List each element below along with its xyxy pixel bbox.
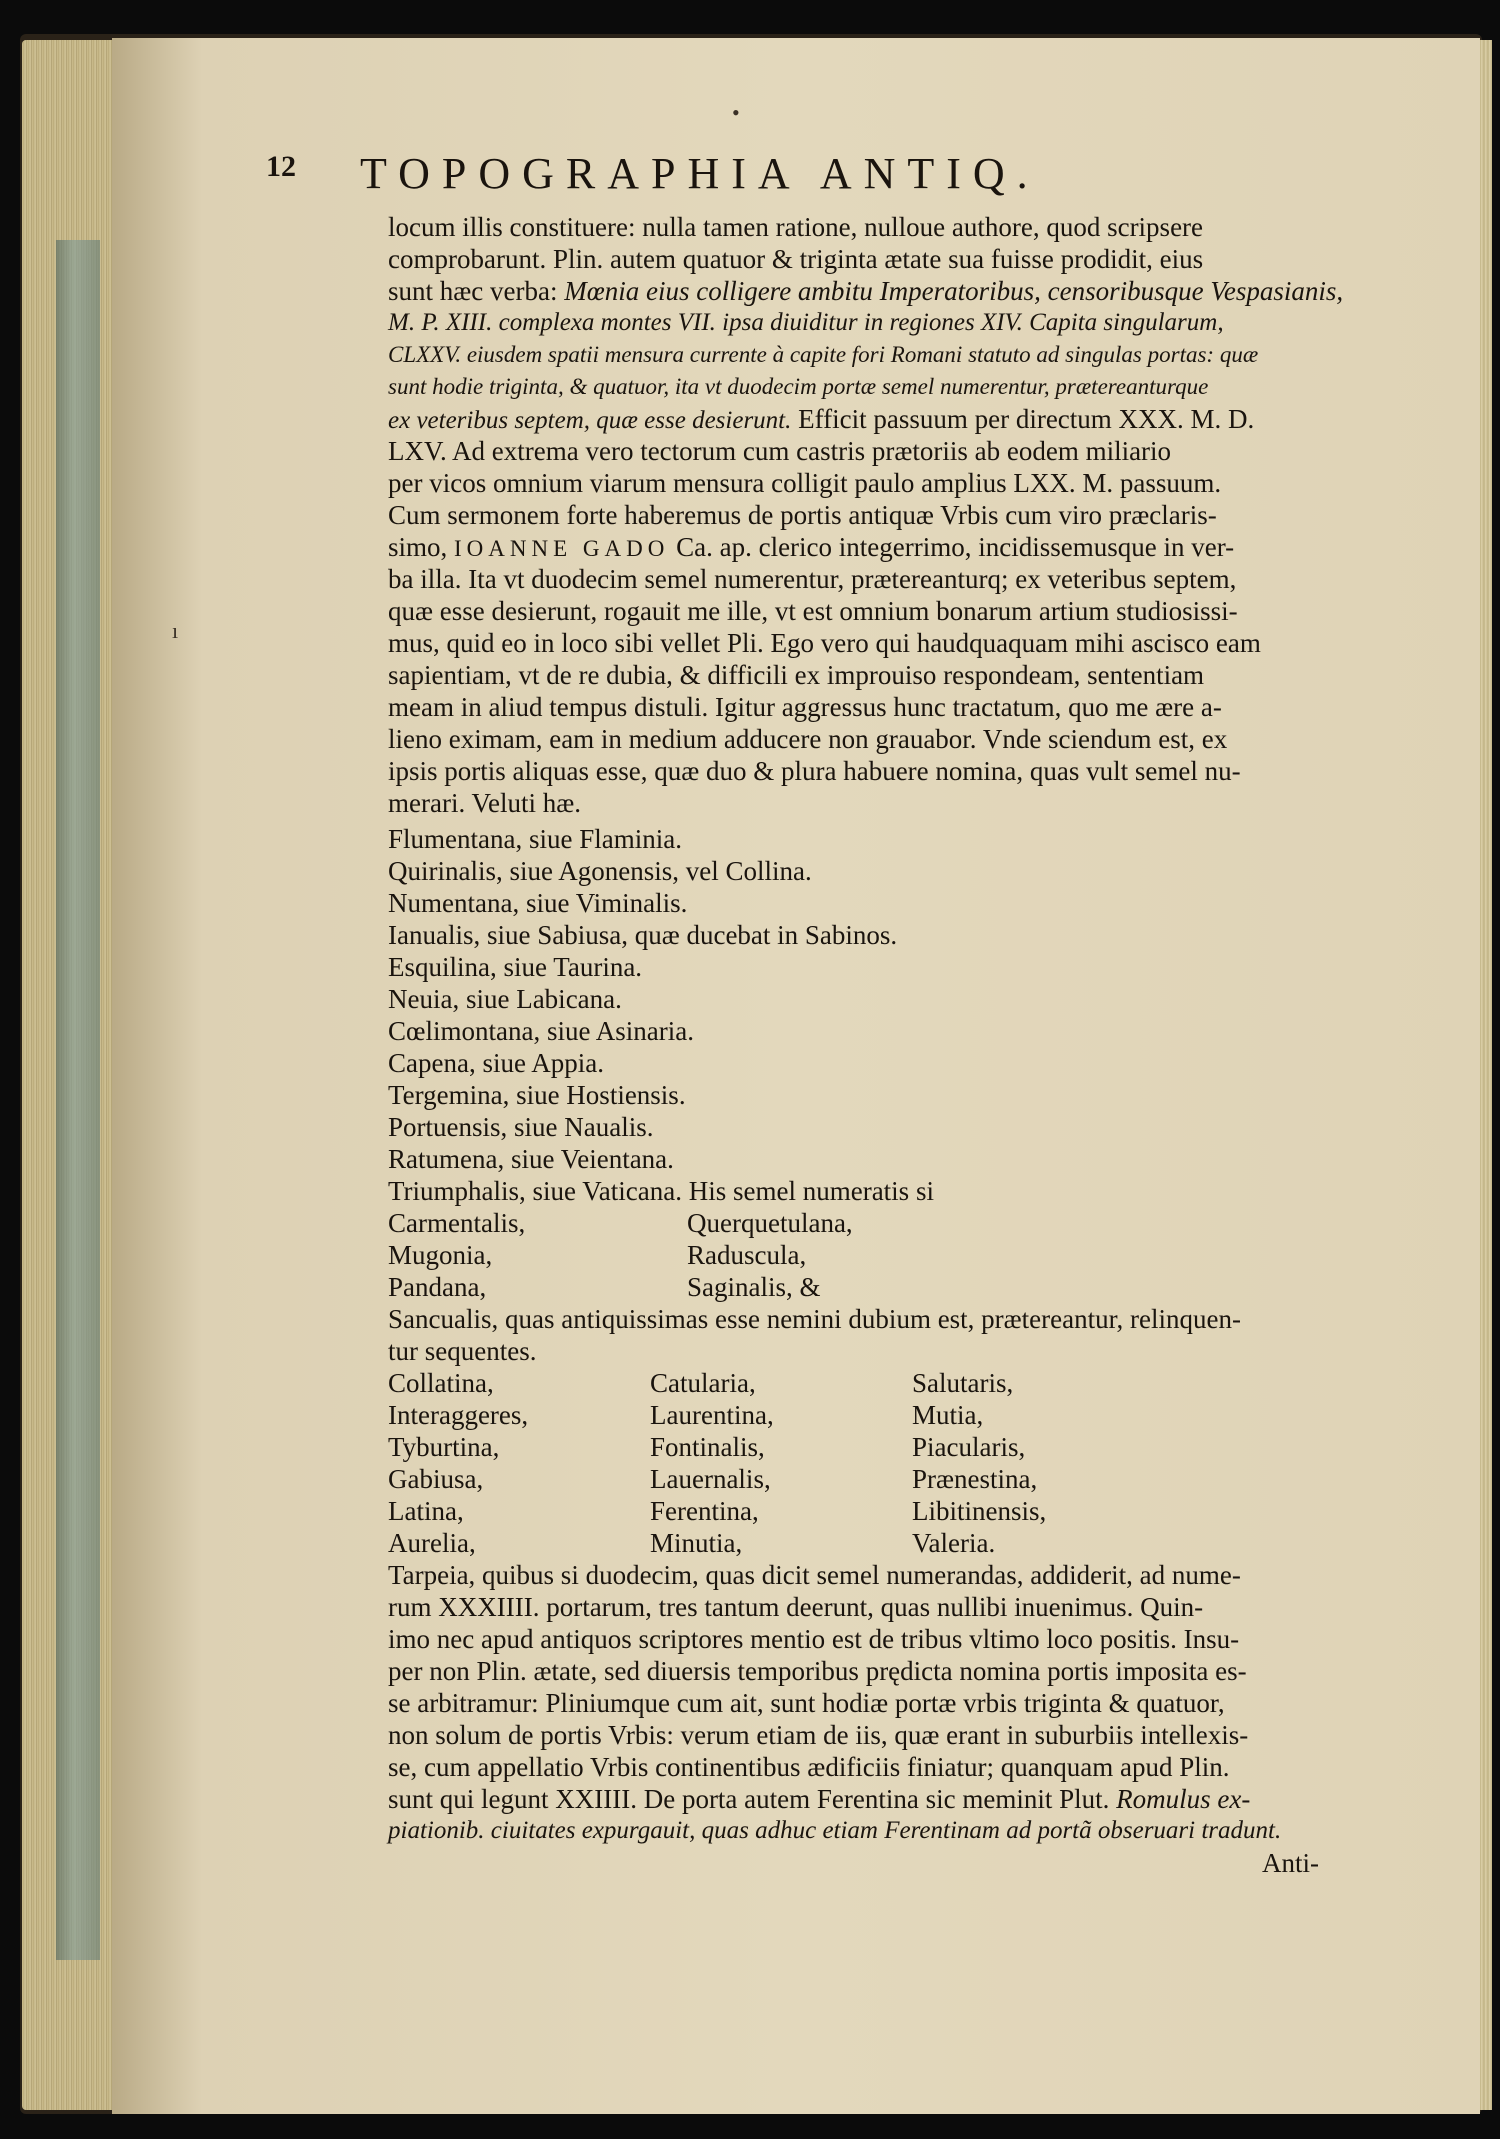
text-line: mus, quid eo in loco sibi vellet Pli. Ego vero qui haudquaquam mihi ascisco eam (388, 628, 1261, 658)
page-number: 12 (266, 150, 296, 183)
gate-list-item: Numentana, siue Viminalis. (388, 888, 688, 918)
text-fragment: sunt hæc verba: (388, 276, 558, 306)
gate-col2: Laurentina, (650, 1400, 774, 1430)
gate-col2: Ferentina, (650, 1496, 759, 1526)
book-page (112, 38, 1480, 2114)
gate-col2: Minutia, (650, 1528, 743, 1558)
gate-col1: Interaggeres, (388, 1400, 529, 1430)
page-header (266, 148, 1266, 208)
gate-list-item: Ianualis, siue Sabiusa, quæ ducebat in Sabinos. (388, 920, 898, 950)
text-fragment: Triumphalis, siue Vaticana. (388, 1176, 682, 1206)
gate-col2: Fontinalis, (650, 1432, 765, 1462)
text-line: comprobarunt. Plin. autem quatuor & triginta ætate sua fuisse prodidit, eius (388, 244, 1204, 274)
catchword: Anti- (1262, 1848, 1319, 1878)
gate-col3: Piacularis, (912, 1432, 1026, 1462)
gate-list-item: Portuensis, siue Naualis. (388, 1112, 654, 1142)
text-fragment: Ca. ap. clerico integerrimo, incidissemusque in ver- (676, 532, 1235, 562)
gate-col3: Salutaris, (912, 1368, 1014, 1398)
text-line: Sancualis, quas antiquissimas esse nemini dubium est, prætereantur, relinquen- (388, 1304, 1241, 1334)
text-line: tur sequentes. (388, 1336, 537, 1366)
gate-list-item: Tergemina, siue Hostiensis. (388, 1080, 686, 1110)
text-line: se, cum appellatio Vrbis continentibus ædificiis finiatur; quanquam apud Plin. (388, 1752, 1230, 1782)
text-line: ipsis portis aliquas esse, quæ duo & plura habuere nomina, quas vult semel nu- (388, 756, 1241, 786)
page-content (112, 38, 1480, 2114)
gate-col1: Latina, (388, 1496, 464, 1526)
gate-pair-first: Mugonia, (388, 1240, 493, 1270)
text-line: meam in aliud tempus distuli. Igitur aggressus hunc tractatum, quo me ære a- (388, 692, 1222, 722)
text-line: per vicos omnium viarum mensura colligit paulo amplius LXX. M. passuum. (388, 468, 1222, 498)
text-line: quæ esse desierunt, rogauit me ille, vt est omnium bonarum artium studiosissi- (388, 596, 1238, 626)
gate-pair-second: Radusculа, (687, 1240, 807, 1270)
gate-list-item: Quirinalis, siue Agonensis, vel Collina. (388, 856, 812, 886)
gate-col1: Collatina, (388, 1368, 494, 1398)
gate-pair-second: Saginalis, & (687, 1272, 821, 1302)
quote-fragment: ex veteribus septem, quæ esse desierunt. (388, 407, 792, 434)
decorative-mark: • (732, 100, 740, 125)
gate-col1: Aurelia, (388, 1528, 476, 1558)
text-line: ba illa. Ita vt duodecim semel numerentur, prætereanturq; ex veteribus septem, (388, 564, 1237, 594)
gate-list-item: Ratumena, siue Veientana. (388, 1144, 674, 1174)
text-line: non solum de portis Vrbis: verum etiam de iis, quæ erant in suburbiis intellexis- (388, 1720, 1249, 1750)
text-line: locum illis constituere: nulla tamen ratione, nulloue authore, quod scripsere (388, 212, 1204, 242)
text-fragment: simo, (388, 532, 448, 562)
text-line: Tarpeia, quibus si duodecim, quas dicit semel numerandas, addiderit, ad nume- (388, 1560, 1241, 1590)
text-line: rum XXXIIII. portarum, tres tantum deerunt, quas nullibi inuenimus. Quin- (388, 1592, 1204, 1622)
running-head: TOPOGRAPHIA ANTIQ. (360, 149, 1040, 198)
gate-col3: Mutia, (912, 1400, 984, 1430)
text-line: sapientiam, vt de re dubia, & difficili ex improuiso respondeam, sententiam (388, 660, 1205, 690)
gate-list-item: Flumentana, siue Flaminia. (388, 824, 682, 854)
gate-list-item: Neuia, siue Labicana. (388, 984, 622, 1014)
gate-col1: Tyburtina, (388, 1432, 500, 1462)
gate-col3: Libitinensis, (912, 1496, 1047, 1526)
text-line: lieno eximam, eam in medium adducere non grauabor. Vnde sciendum est, ex (388, 724, 1228, 754)
person-name: IOANNE GADO (454, 536, 670, 561)
gate-col3: Prænestina, (912, 1464, 1038, 1494)
text-line: LXV. Ad extrema vero tectorum cum castris prætoriis ab eodem miliario (388, 436, 1172, 466)
text-line (388, 404, 1254, 436)
quote-line: sunt hodie triginta, & quatuor, ita vt duodecim portæ semel numerentur, prætereanturque (388, 374, 1209, 399)
text-fragment: His semel numeratis si (688, 1176, 934, 1206)
gate-list-item: Cœlimontana, siue Asinaria. (388, 1016, 694, 1046)
gate-list-item: Esquilina, siue Taurina. (388, 952, 643, 982)
text-line: se arbitramur: Pliniumque cum ait, sunt hodiæ portæ vrbis triginta & quatuor, (388, 1688, 1225, 1718)
text-line: Cum sermonem forte haberemus de portis antiquæ Vrbis cum viro præclaris- (388, 500, 1217, 530)
text-fragment: sunt qui legunt XXIIII. De porta autem Ferentina sic meminit Plut. (388, 1784, 1110, 1814)
text-line (388, 276, 1343, 306)
text-line (388, 1784, 1250, 1814)
gate-list-item (388, 1176, 934, 1206)
text-line: per non Plin. ætate, sed diuersis temporibus prędicta nomina portis imposita es- (388, 1656, 1247, 1686)
gate-list-item: Capena, siue Appia. (388, 1048, 604, 1078)
gate-pair-first: Pandana, (388, 1272, 487, 1302)
gate-col1: Gabiusa, (388, 1464, 484, 1494)
gate-col2: Catularia, (650, 1368, 756, 1398)
text-line (388, 532, 1234, 564)
gate-pair-first: Carmentalis, (388, 1208, 526, 1238)
quote-fragment: Romulus ex- (1116, 1784, 1251, 1814)
text-fragment: Efficit passuum per directum XXX. M. D. (798, 404, 1255, 434)
quote-line: M. P. XIII. complexa montes VII. ipsa diuiditur in regiones XIV. Capita singularum, (388, 309, 1224, 336)
gate-col2: Lauernalis, (650, 1464, 771, 1494)
right-page-edge (1478, 40, 1492, 2110)
left-page-edges (22, 40, 118, 2110)
gate-pair-second: Querquetulana, (687, 1208, 853, 1238)
margin-mark: ı (172, 618, 179, 643)
quote-fragment: Mœnia eius colligere ambitu Imperatoribus, censoribusque Vespasianis, (564, 276, 1344, 306)
quote-line: CLXXV. eiusdem spatii mensura currente à capite fori Romani statuto ad singulas portas: quæ (388, 342, 1259, 367)
text-line: imo nec apud antiquos scriptores mentio est de tribus vltimo loco positis. Insu- (388, 1624, 1240, 1654)
gate-col3: Valeria. (912, 1528, 996, 1558)
text-line: merari. Veluti hæ. (388, 788, 581, 818)
quote-line: piationib. ciuitates expurgauit, quas adhuc etiam Ferentinam ad portã obseruari tradunt. (388, 1817, 1282, 1844)
